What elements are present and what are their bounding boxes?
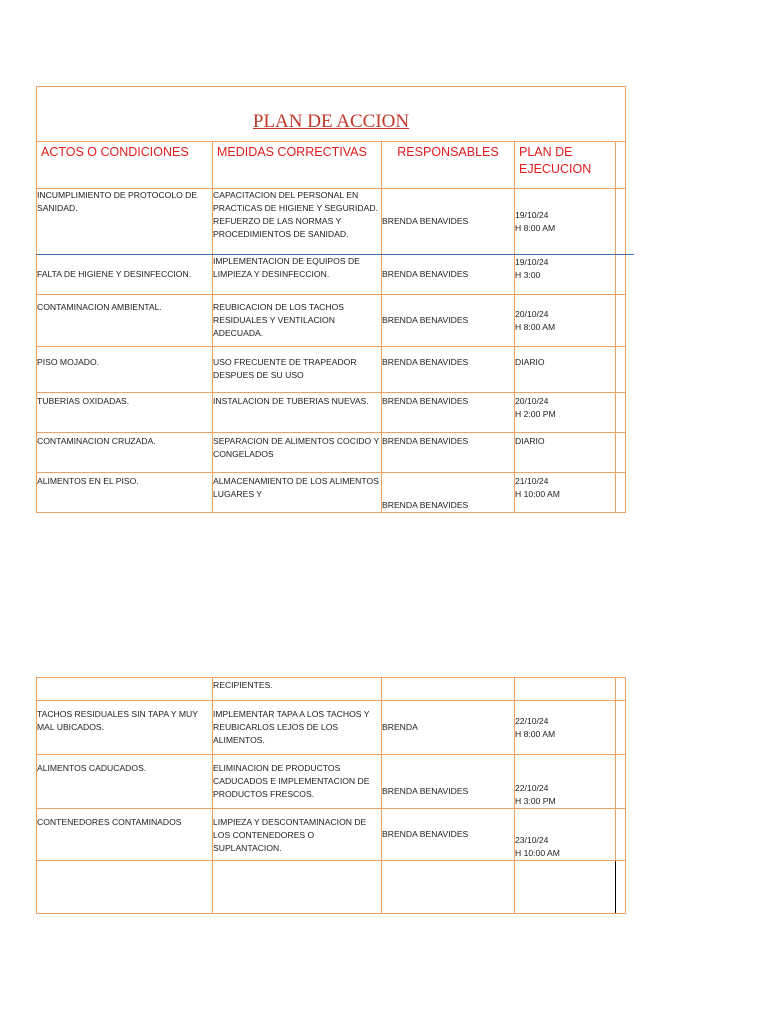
acto-cell: ALIMENTOS EN EL PISO. (37, 476, 139, 486)
responsable-cell: BRENDA BENAVIDES (382, 216, 469, 226)
medida-cell: CAPACITACION DEL PERSONAL EN PRACTICAS DE HIGIENE Y SEGURIDAD. REFUERZO DE LAS NORMAS Y PROCEDIMIENTOS DE SANIDAD. (213, 190, 378, 239)
responsable-cell: BRENDA BENAVIDES (382, 269, 469, 279)
plan-cell: 19/10/24 H 8:00 AM (515, 209, 556, 233)
page-title: PLAN DE ACCION (252, 111, 410, 132)
table-row (37, 295, 626, 347)
table-row (37, 755, 626, 809)
table-row (37, 433, 626, 473)
plan-cell: DIARIO (515, 436, 545, 446)
medida-cell: IMPLEMENTAR TAPA A LOS TACHOS Y REUBICARLOS LEJOS DE LOS ALIMENTOS. (213, 709, 370, 745)
header-medidas: MEDIDAS CORRECTIVAS (217, 145, 367, 159)
acto-cell: TUBERIAS OXIDADAS. (37, 396, 130, 406)
action-plan-table (36, 86, 626, 513)
table-row (37, 189, 626, 255)
header-responsables: RESPONSABLES (397, 145, 499, 159)
medida-cell: LIMPIEZA Y DESCONTAMINACION DE LOS CONTENEDORES O SUPLANTACION. (213, 817, 367, 853)
table-row (37, 393, 626, 433)
medida-cell: ALMACENAMIENTO DE LOS ALIMENTOS LUGARES Y (213, 476, 379, 499)
empty-row (37, 861, 626, 914)
acto-cell: CONTENEDORES CONTAMINADOS (37, 817, 182, 827)
plan-cell: 20/10/24 H 2:00 PM (515, 396, 556, 419)
responsable-cell: BRENDA BENAVIDES (382, 829, 469, 839)
title-cell (37, 87, 626, 142)
table-row (37, 255, 626, 295)
medida-cell: ELIMINACION DE PRODUCTOS CADUCADOS E IMPLEMENTACION DE PRODUCTOS FRESCOS. (213, 763, 370, 799)
table-row (37, 473, 626, 513)
acto-cell: INCUMPLIMIENTO DE PROTOCOLO DE SANIDAD. (37, 190, 198, 213)
acto-cell: TACHOS RESIDUALES SIN TAPA Y MUY MAL UBICADOS. (37, 709, 198, 732)
plan-cell: 20/10/24 H 8:00 AM (515, 308, 556, 332)
plan-cell: 22/10/24 H 3:00 PM (515, 783, 556, 806)
table-row (37, 809, 626, 861)
plan-cell: DIARIO (515, 357, 545, 367)
medida-cell: SEPARACION DE ALIMENTOS COCIDO Y CONGELADOS (213, 436, 380, 459)
plan-cell: 23/10/24 H 10:00 AM (515, 835, 560, 858)
header-plan: PLAN DE EJECUCION (519, 145, 592, 176)
acto-cell: ALIMENTOS CADUCADOS. (37, 763, 147, 773)
plan-cell: 21/10/24 H 10:00 AM (515, 476, 560, 499)
medida-cell: INSTALACION DE TUBERIAS NUEVAS. (213, 396, 369, 406)
responsable-cell: BRENDA BENAVIDES (382, 786, 469, 796)
action-plan-table-continued (36, 677, 626, 914)
header-actos: ACTOS O CONDICIONES (41, 145, 189, 159)
responsable-cell: BRENDA BENAVIDES (382, 396, 469, 406)
responsable-cell: BRENDA (382, 722, 418, 732)
medida-cell: RECIPIENTES. (213, 680, 273, 690)
medida-cell: USO FRECUENTE DE TRAPEADOR DESPUES DE SU USO (213, 357, 357, 380)
acto-cell: CONTAMINACION AMBIENTAL. (37, 302, 162, 312)
acto-cell: PISO MOJADO. (37, 357, 100, 367)
table-row (37, 347, 626, 393)
acto-cell: CONTAMINACION CRUZADA. (37, 436, 156, 446)
responsable-cell: BRENDA BENAVIDES (382, 315, 469, 325)
page-divider-line (36, 254, 634, 255)
plan-cell: 19/10/24 H 3:00 (515, 257, 549, 280)
table-row (37, 701, 626, 755)
responsable-cell: BRENDA BENAVIDES (382, 436, 469, 446)
responsable-cell: BRENDA BENAVIDES (382, 357, 469, 367)
responsable-cell: BRENDA BENAVIDES (382, 500, 469, 510)
medida-cell: IMPLEMENTACION DE EQUIPOS DE LIMPIEZA Y DESINFECCION. (213, 256, 360, 279)
medida-cell: REUBICACION DE LOS TACHOS RESIDUALES Y VENTILACION ADECUADA. (213, 302, 344, 338)
header-row (37, 142, 626, 189)
plan-cell: 22/10/24 H 8:00 AM (515, 715, 556, 739)
table-row (37, 678, 626, 701)
acto-cell: FALTA DE HIGIENE Y DESINFECCION. (37, 269, 192, 279)
